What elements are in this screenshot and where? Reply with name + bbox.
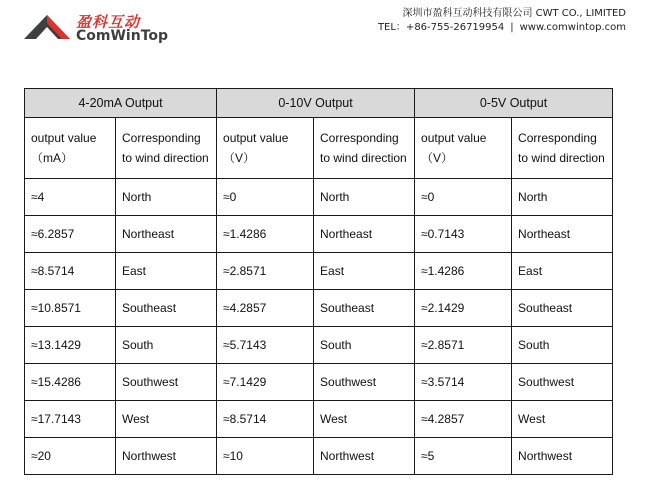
output-value-cell: ≈0.7143 bbox=[415, 216, 512, 253]
output-value-cell: ≈4.2857 bbox=[415, 401, 512, 438]
column-header-direction: Corresponding to wind direction bbox=[512, 118, 613, 179]
output-value-cell: ≈10.8571 bbox=[25, 290, 116, 327]
output-value-cell: ≈5.7143 bbox=[217, 327, 314, 364]
output-value-cell: ≈2.8571 bbox=[415, 327, 512, 364]
column-header-direction: Corresponding to wind direction bbox=[314, 118, 415, 179]
table-row bbox=[25, 364, 613, 401]
logo-chinese-name: 盈科互动 bbox=[76, 13, 141, 31]
wind-direction-output-table bbox=[24, 88, 613, 475]
output-value-cell: ≈13.1429 bbox=[25, 327, 116, 364]
wind-direction-cell: Southwest bbox=[314, 364, 415, 401]
letterhead bbox=[0, 0, 648, 50]
output-value-cell: ≈8.5714 bbox=[217, 401, 314, 438]
wind-direction-cell: West bbox=[512, 401, 613, 438]
wind-direction-cell: South bbox=[116, 327, 217, 364]
wind-direction-cell: Northeast bbox=[116, 216, 217, 253]
column-header-value: output value （V） bbox=[415, 118, 512, 179]
wind-direction-cell: South bbox=[314, 327, 415, 364]
telephone: TEL：+86-755-26719954 bbox=[377, 22, 505, 33]
wind-direction-cell: East bbox=[116, 253, 217, 290]
wind-direction-cell: South bbox=[512, 327, 613, 364]
wind-direction-cell: Northwest bbox=[314, 438, 415, 475]
table-row bbox=[25, 253, 613, 290]
wind-direction-cell: North bbox=[512, 179, 613, 216]
company-name: 深圳市盈科互动科技有限公司 CWT CO., LIMITED bbox=[402, 8, 626, 19]
output-value-cell: ≈4.2857 bbox=[217, 290, 314, 327]
column-header-value: output value （mA） bbox=[25, 118, 116, 179]
wind-direction-cell: North bbox=[116, 179, 217, 216]
group-title-4-20ma: 4-20mA Output bbox=[25, 89, 217, 118]
wind-direction-cell: East bbox=[512, 253, 613, 290]
output-value-cell: ≈2.8571 bbox=[217, 253, 314, 290]
output-value-cell: ≈0 bbox=[217, 179, 314, 216]
company-info bbox=[378, 7, 626, 35]
output-value-cell: ≈15.4286 bbox=[25, 364, 116, 401]
column-header-direction: Corresponding to wind direction bbox=[116, 118, 217, 179]
wind-direction-cell: West bbox=[314, 401, 415, 438]
wind-direction-cell: Southwest bbox=[512, 364, 613, 401]
wind-direction-cell: Southeast bbox=[512, 290, 613, 327]
wind-direction-cell: Southeast bbox=[116, 290, 217, 327]
output-value-cell: ≈0 bbox=[415, 179, 512, 216]
contact-line bbox=[378, 21, 626, 35]
contact-separator: | bbox=[510, 22, 514, 33]
output-value-cell: ≈10 bbox=[217, 438, 314, 475]
wind-direction-cell: East bbox=[314, 253, 415, 290]
wind-direction-cell: Northeast bbox=[314, 216, 415, 253]
logo-english-name: ComWinTop bbox=[76, 28, 169, 44]
output-value-cell: ≈3.5714 bbox=[415, 364, 512, 401]
output-value-cell: ≈7.1429 bbox=[217, 364, 314, 401]
table-row bbox=[25, 327, 613, 364]
output-value-cell: ≈17.7143 bbox=[25, 401, 116, 438]
table-row bbox=[25, 179, 613, 216]
triangle-logo-icon bbox=[22, 12, 72, 40]
table-row bbox=[25, 216, 613, 253]
wind-direction-cell: West bbox=[116, 401, 217, 438]
column-header-row bbox=[25, 118, 613, 179]
output-value-cell: ≈1.4286 bbox=[217, 216, 314, 253]
wind-direction-cell: Northwest bbox=[512, 438, 613, 475]
output-value-cell: ≈20 bbox=[25, 438, 116, 475]
output-value-cell: ≈8.5714 bbox=[25, 253, 116, 290]
table-row bbox=[25, 438, 613, 475]
wind-direction-cell: Northeast bbox=[512, 216, 613, 253]
website: www.comwintop.com bbox=[519, 22, 626, 33]
output-value-cell: ≈6.2857 bbox=[25, 216, 116, 253]
output-value-cell: ≈1.4286 bbox=[415, 253, 512, 290]
company-logo bbox=[22, 10, 192, 46]
table-row bbox=[25, 290, 613, 327]
wind-direction-cell: Southwest bbox=[116, 364, 217, 401]
wind-direction-cell: Northwest bbox=[116, 438, 217, 475]
group-title-0-5v: 0-5V Output bbox=[415, 89, 613, 118]
table-row bbox=[25, 401, 613, 438]
output-value-cell: ≈2.1429 bbox=[415, 290, 512, 327]
group-header-row bbox=[25, 89, 613, 118]
output-table-container bbox=[24, 88, 612, 475]
wind-direction-cell: Southeast bbox=[314, 290, 415, 327]
wind-direction-cell: North bbox=[314, 179, 415, 216]
output-value-cell: ≈5 bbox=[415, 438, 512, 475]
output-value-cell: ≈4 bbox=[25, 179, 116, 216]
column-header-value: output value （V） bbox=[217, 118, 314, 179]
group-title-0-10v: 0-10V Output bbox=[217, 89, 415, 118]
